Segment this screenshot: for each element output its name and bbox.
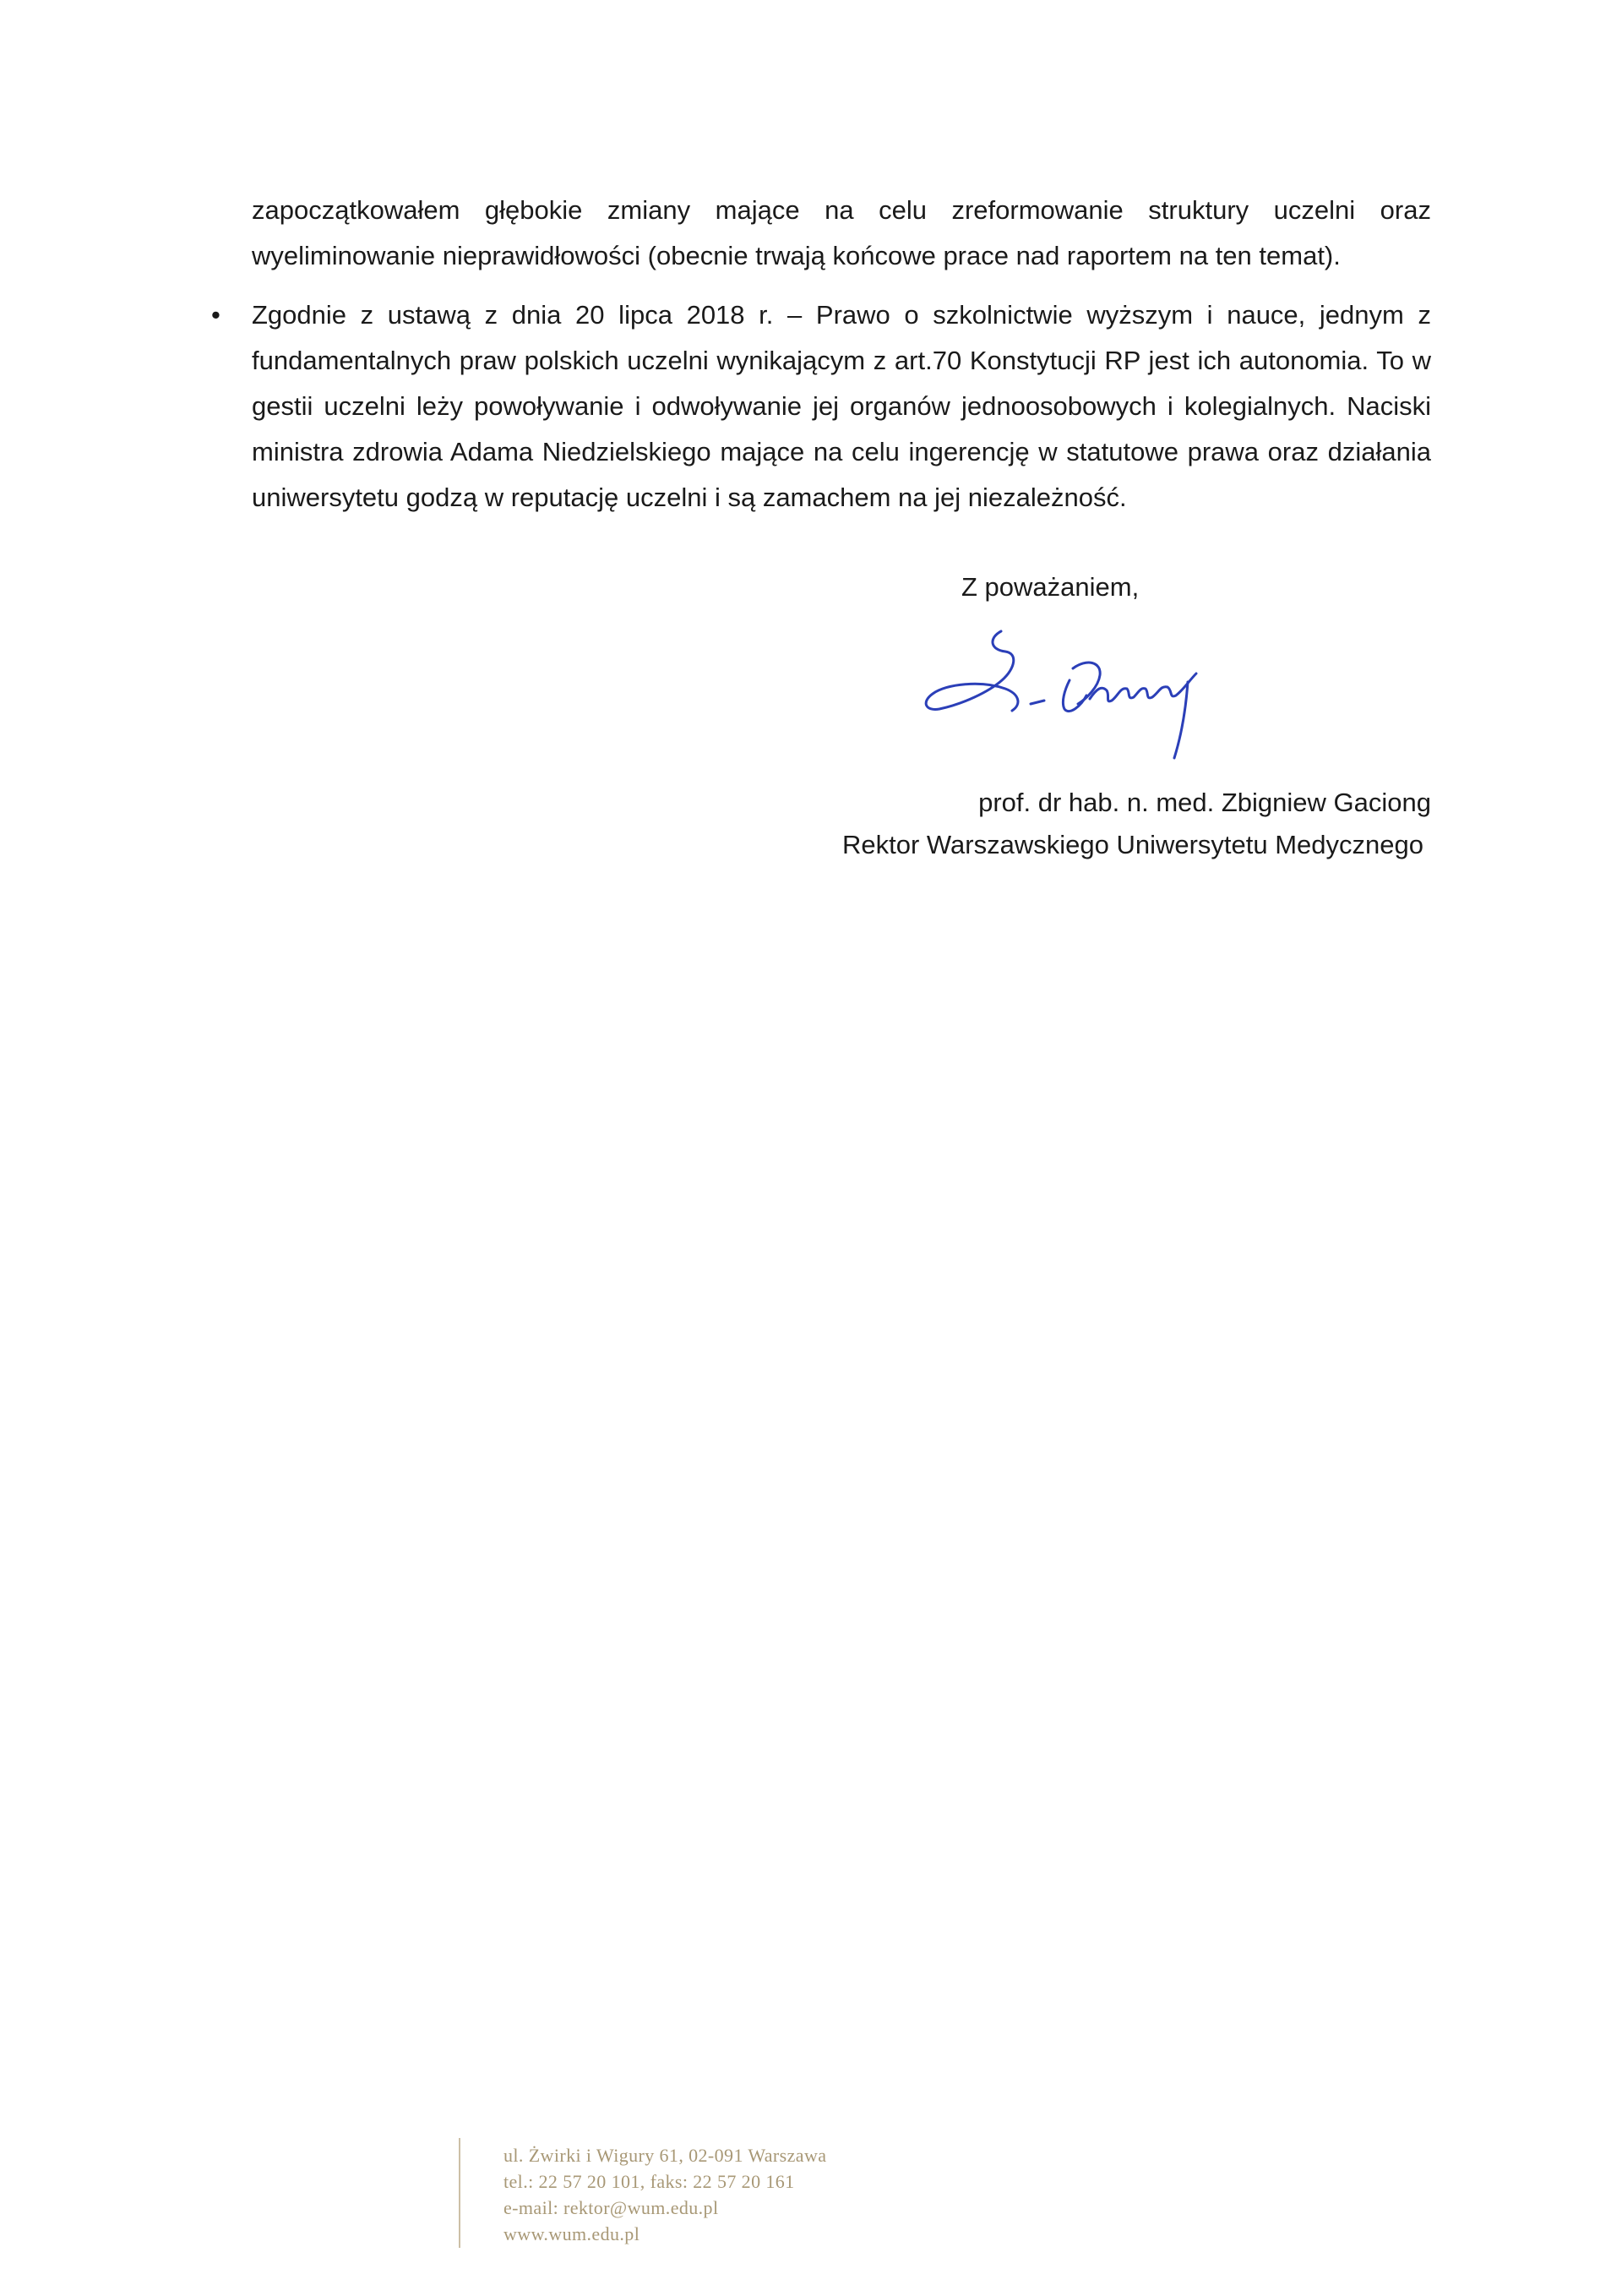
bullet-paragraph: Zgodnie z ustawą z dnia 20 lipca 2018 r. – Prawo o szkolnictwie wyższym i nauce, jednym z fundamentalnych praw polskich uczelni wynikającym z art.70 Konstytucji RP jest ich autonomia. To w gestii uczelni leży powoływanie i odwoływanie jej organów jednoosobowych i kolegialnych. Naciski ministra zdrowia Adama Niedzielskiego mające na celu ingerencję w statutowe prawa oraz działania uniwersytetu godzą w reputację uczelni i są zamachem na jej niezależność. (252, 300, 1431, 512)
footer-phone: tel.: 22 57 20 101, faks: 22 57 20 161 (503, 2171, 795, 2192)
footer-email: e-mail: rektor@wum.edu.pl (503, 2197, 719, 2218)
handwritten-signature (921, 621, 1242, 773)
paragraph-continued: zapoczątkowałem głębokie zmiany mające na celu zreformowanie struktury uczelni oraz wyeliminowanie nieprawidłowości (obecnie trwają końcowe prace nad raportem na ten temat). (252, 195, 1431, 270)
closing-salutation: Z poważaniem, (961, 572, 1140, 602)
footer-contact (503, 2142, 826, 2247)
signer-title: Rektor Warszawskiego Uniwersytetu Medycznego (842, 830, 1423, 859)
signer-name: prof. dr hab. n. med. Zbigniew Gaciong (978, 788, 1431, 817)
footer-website: www.wum.edu.pl (503, 2223, 640, 2244)
bullet-marker: • (211, 300, 220, 330)
footer-divider (459, 2138, 460, 2248)
footer-address: ul. Żwirki i Wigury 61, 02-091 Warszawa (503, 2145, 827, 2166)
